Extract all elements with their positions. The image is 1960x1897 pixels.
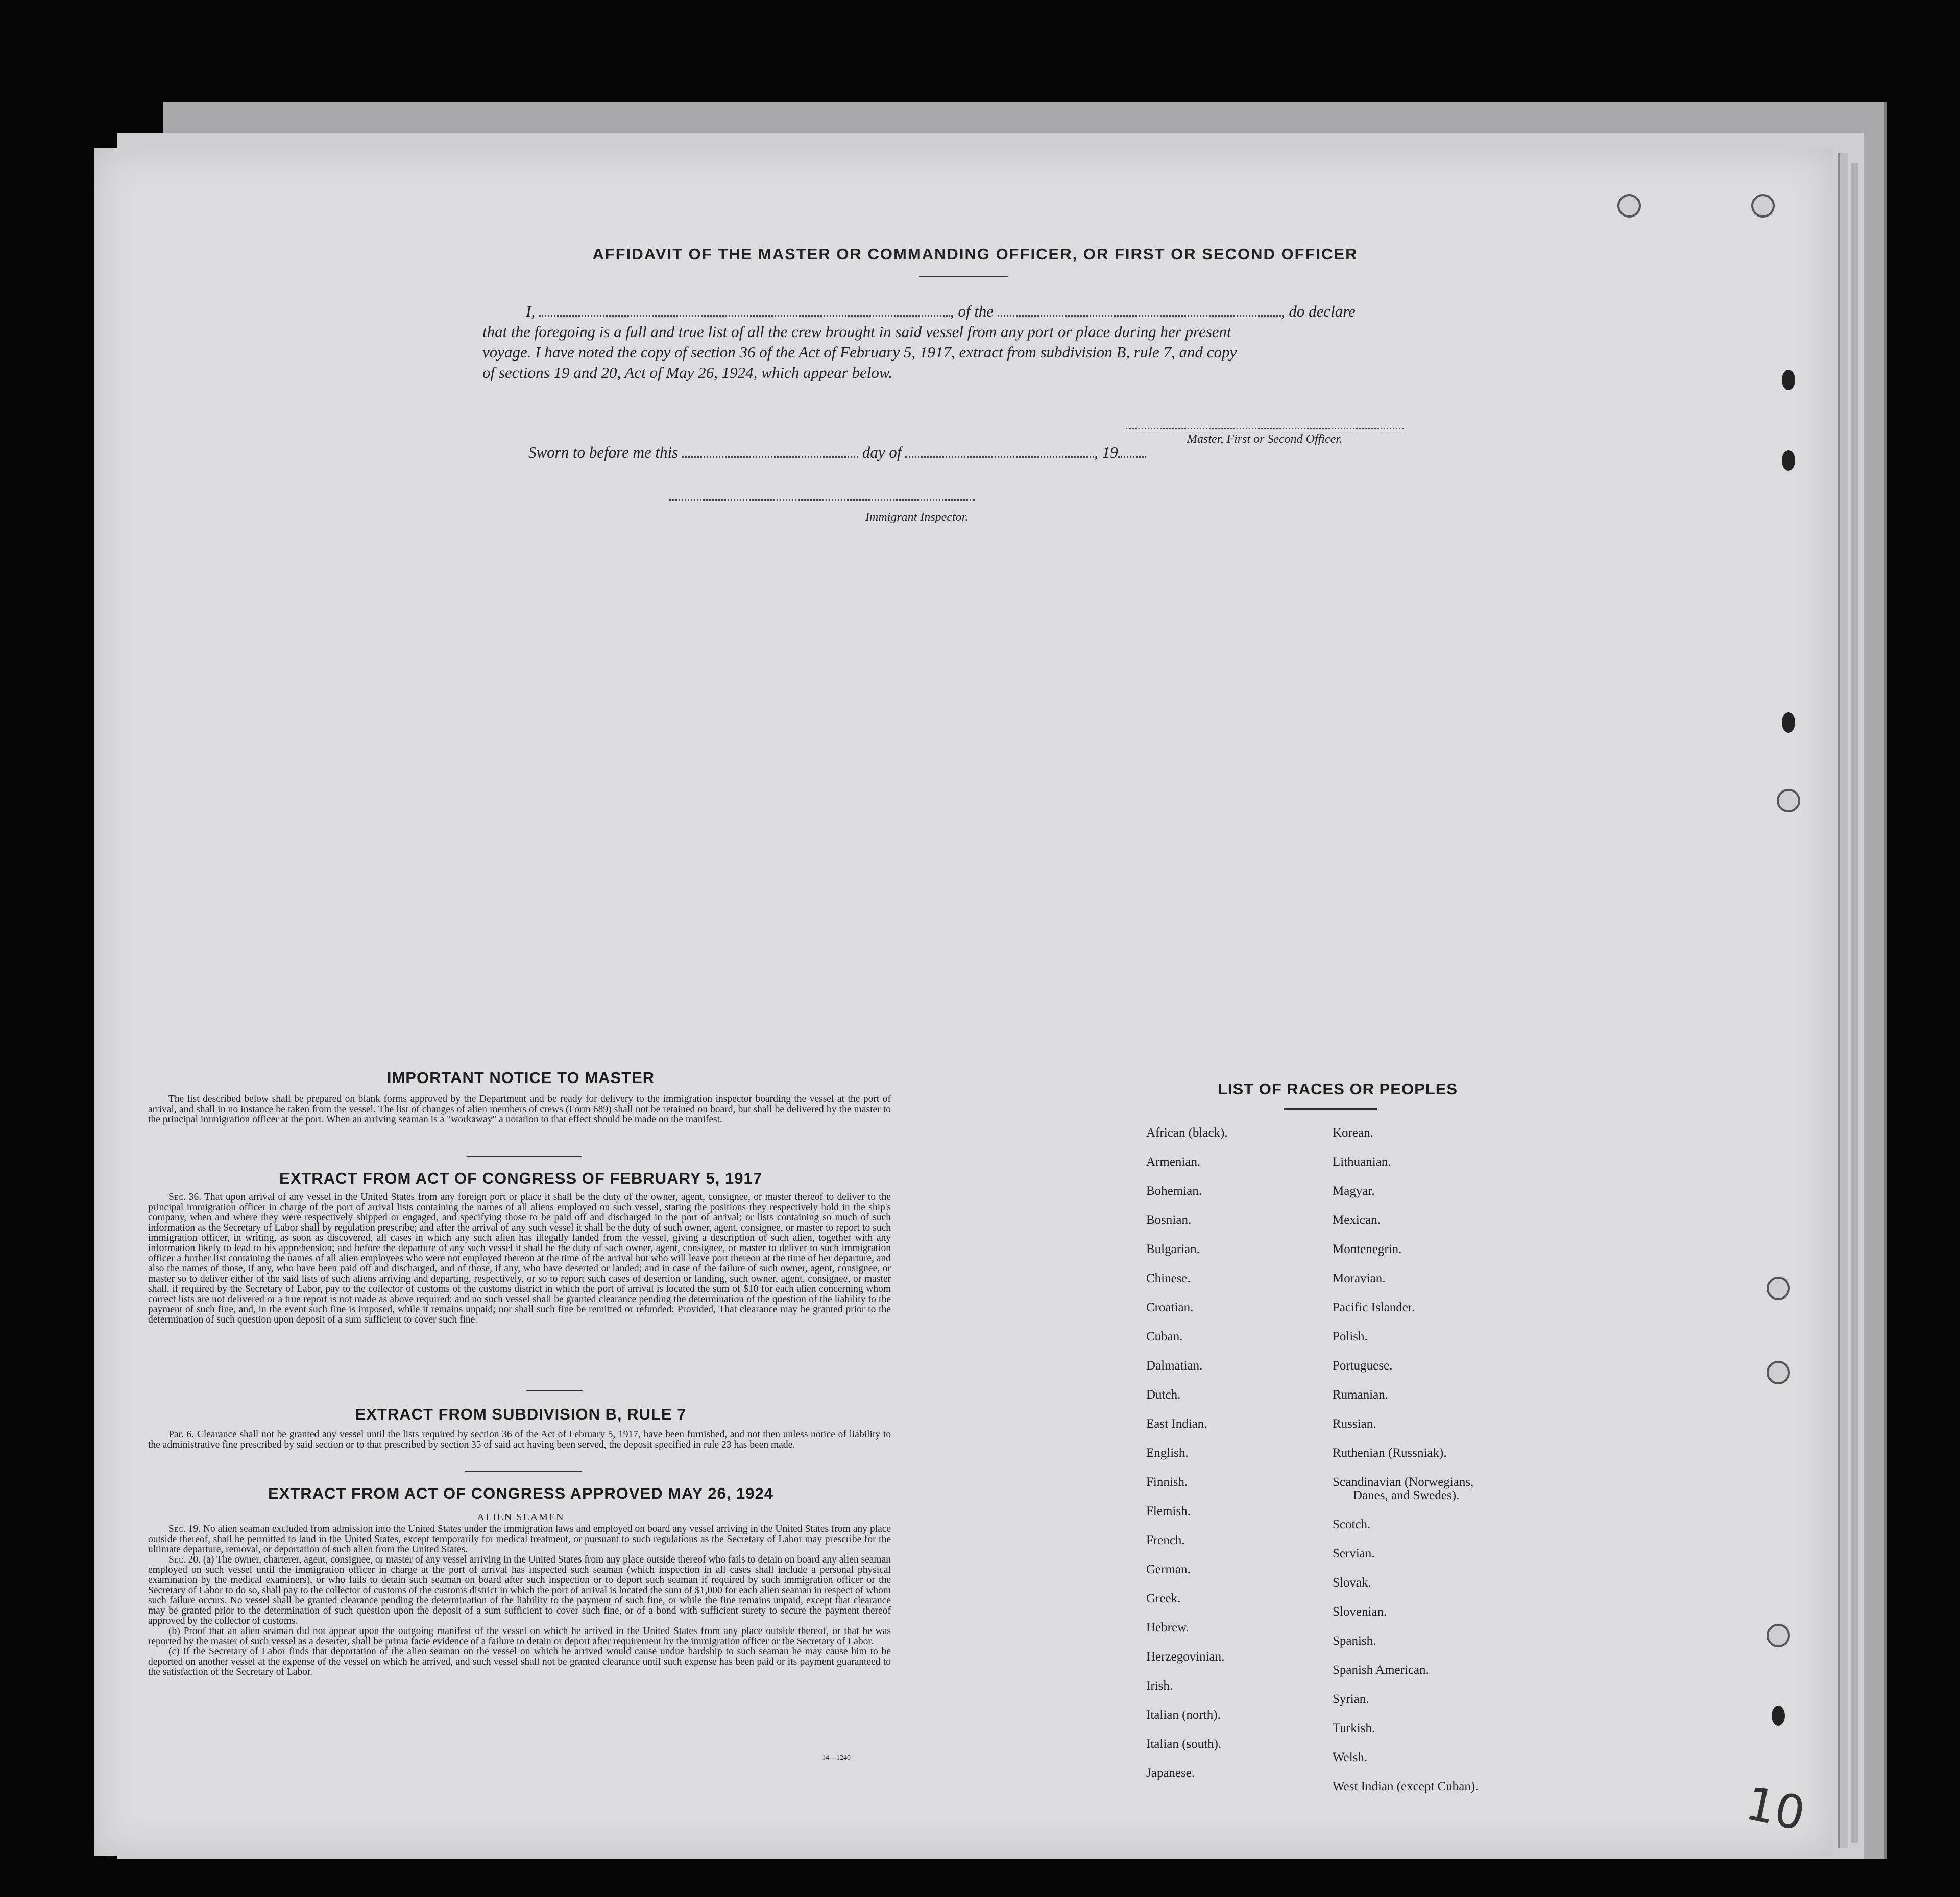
race-item: Korean.: [1333, 1126, 1373, 1140]
sworn-prefix: Sworn to before me this: [528, 443, 679, 461]
affidavit-title: AFFIDAVIT OF THE MASTER OR COMMANDING OFFICER, OR FIRST OR SECOND OFFICER: [592, 245, 1358, 263]
punch-hole: [1767, 1361, 1790, 1384]
affidavit-line-1: [482, 301, 1437, 322]
race-item: Italian (north).: [1146, 1708, 1221, 1722]
page-edge-2: [1851, 163, 1858, 1843]
sec-20b-text: (b) Proof that an alien seaman did not appear upon the outgoing manifest of the vessel on which he arrived in the United States from any place outside thereof, or that he was reported by the master of such vessel as a deserter, shall be prima facie evidence of a failure to detain or deport after requirement by the immigration officer or the Secretary of Labor.: [148, 1626, 891, 1647]
inspector-caption: Immigrant Inspector.: [865, 511, 969, 524]
race-item: Pacific Islander.: [1333, 1301, 1415, 1314]
race-item: Scotch.: [1333, 1518, 1371, 1531]
handwritten-mark: 10: [1741, 1776, 1810, 1841]
race-item: Welsh.: [1333, 1750, 1368, 1764]
race-item: Polish.: [1333, 1330, 1368, 1343]
notice-title: IMPORTANT NOTICE TO MASTER: [386, 1069, 655, 1087]
race-item: Dalmatian.: [1146, 1359, 1203, 1373]
race-item: Irish.: [1146, 1679, 1173, 1693]
race-item: Danes, and Swedes).: [1353, 1488, 1460, 1502]
binder-ring: [1782, 712, 1795, 733]
race-item: Croatian.: [1146, 1301, 1194, 1314]
race-item: Bohemian.: [1146, 1184, 1202, 1198]
race-item: Japanese.: [1146, 1766, 1195, 1780]
notice-paragraph: The list described below shall be prepared on blank forms approved by the Department and be ready for delivery to the immigration inspector boarding the vessel at the port of arrival, and shall in no instance be taken from the vessel. The list of changes of alien members of crews (Form 689) shall not be retained on board, but shall be delivered by the master to the principal immigration officer at the port. When an arriving seaman is a "workaway" a notation to that effect should be made on the manifest.: [148, 1094, 891, 1125]
sec-19-label: Sec. 19.: [168, 1524, 201, 1534]
rule7-title: EXTRACT FROM SUBDIVISION B, RULE 7: [355, 1405, 687, 1423]
race-item: Spanish American.: [1333, 1663, 1429, 1677]
punch-hole: [1751, 194, 1775, 218]
sworn-year-field[interactable]: [1118, 445, 1146, 458]
vessel-name-field[interactable]: [998, 304, 1281, 317]
race-item: English.: [1146, 1446, 1189, 1460]
sec-20a-text: (a) The owner, charterer, agent, consignee, or master of any vessel arriving in the United States from any place outside thereof who fails to detain on board any alien seaman employed on such vessel until the immigration officer in charge at the port of arrival has inspected such seaman (which inspection in all cases shall include a personal physical examination by the medical examiners), or who fails to detain such seaman on board after such inspection or to deport such seaman if required by such immigration officer or the Secretary of Labor to do so, shall pay to the collector of customs of the customs district in which the port of arrival is located the sum of $1,000 for each alien seaman in respect of whom such failure occurs. No vessel shall be granted clearance pending the determination of the liability to the payment of such fine, or while the fine remains unpaid, except that clearance may be granted prior to the determination of such question upon the deposit of a sum sufficient to cover such fine, or of a bond with sufficient surety to secure the payment thereof approved by the collector of customs.: [148, 1554, 891, 1626]
page-edge: [1838, 153, 1848, 1848]
form-number: 14—1240: [822, 1754, 851, 1762]
race-item: West Indian (except Cuban).: [1333, 1780, 1479, 1793]
race-item: Greek.: [1146, 1592, 1181, 1605]
punch-hole: [1617, 194, 1641, 218]
race-item: Italian (south).: [1146, 1737, 1222, 1751]
sec-36-label: Sec. 36.: [168, 1192, 202, 1203]
rule7-body: [148, 1430, 891, 1450]
title-rule: [919, 276, 1008, 277]
affidavit-text: [482, 301, 1437, 383]
affidavit-of-the: , of the: [950, 302, 994, 320]
race-item: Cuban.: [1146, 1330, 1183, 1343]
sworn-day-field[interactable]: [682, 445, 858, 458]
race-item: Armenian.: [1146, 1155, 1201, 1169]
race-item: French.: [1146, 1533, 1185, 1547]
race-item: Bosnian.: [1146, 1213, 1192, 1227]
sworn-year: , 19: [1094, 443, 1118, 461]
race-item: Rumanian.: [1333, 1388, 1389, 1402]
rule7-paragraph: Par. 6. Clearance shall not be granted any vessel until the lists required by section 36 of the Act of February 5, 1917, have been furnished, and not then unless notice of liability to the administrative fine prescribed by said section or to that prescribed by section 35 of said act having been served, the deposit specified in rule 23 has been made.: [148, 1429, 891, 1450]
race-item: African (black).: [1146, 1126, 1228, 1140]
race-item: Slovenian.: [1333, 1605, 1387, 1619]
race-item: Lithuanian.: [1333, 1155, 1391, 1169]
binder-ring: [1772, 1706, 1785, 1726]
race-item: Bulgarian.: [1146, 1242, 1200, 1256]
section-divider: [526, 1390, 583, 1391]
race-item: Montenegrin.: [1333, 1242, 1402, 1256]
sec-20c-text: (c) If the Secretary of Labor finds that deportation of the alien seaman on the vessel on which he arrived would cause undue hardship to such seaman he may cause him to be deported on another vessel at the expense of the vessel on which he arrived, and such vessel shall not be granted clearance until such expense has been paid or its payment guaranteed to the satisfaction of the Secretary of Labor.: [148, 1646, 891, 1677]
alien-seamen-subtitle: ALIEN SEAMEN: [477, 1511, 565, 1523]
race-item: Scandinavian (Norwegians,: [1333, 1475, 1474, 1489]
race-item: Portuguese.: [1333, 1359, 1393, 1373]
sec-20-label: Sec. 20.: [168, 1554, 201, 1565]
race-item: Russian.: [1333, 1417, 1376, 1431]
extract-1924-title: EXTRACT FROM ACT OF CONGRESS APPROVED MAY 26, 1924: [268, 1484, 773, 1502]
extract-1917-body: [148, 1192, 891, 1325]
sec-19-text: No alien seaman excluded from admission into the United States under the immigration laws and employed on board any vessel arriving in the United States from any place outside thereof, shall be permitted to land in the United States, except temporarily for medical treatment, or pursuant to such regulations as the Secretary of Labor may prescribe for the ultimate departure, removal, or deportation of such alien from the United States.: [148, 1524, 891, 1555]
race-item: Magyar.: [1333, 1184, 1375, 1198]
section-divider: [465, 1471, 582, 1472]
sworn-month-field[interactable]: [905, 445, 1094, 458]
races-title: LIST OF RACES OR PEOPLES: [1217, 1080, 1458, 1098]
race-item: Dutch.: [1146, 1388, 1181, 1402]
race-item: Ruthenian (Russniak).: [1333, 1446, 1447, 1460]
race-item: Spanish.: [1333, 1634, 1376, 1648]
race-item: Slovak.: [1333, 1576, 1371, 1590]
section-divider: [467, 1156, 582, 1157]
race-item: Chinese.: [1146, 1271, 1191, 1285]
race-item: Finnish.: [1146, 1475, 1188, 1489]
punch-hole: [1767, 1624, 1790, 1647]
race-item: Moravian.: [1333, 1271, 1386, 1285]
notice-body: [148, 1094, 891, 1125]
race-item: Syrian.: [1333, 1692, 1369, 1706]
races-title-rule: [1284, 1108, 1377, 1110]
master-name-field[interactable]: [539, 304, 950, 317]
race-item: Mexican.: [1333, 1213, 1381, 1227]
extract-1917-title: EXTRACT FROM ACT OF CONGRESS OF FEBRUARY 5, 1917: [279, 1169, 762, 1187]
inspector-signature-line[interactable]: [669, 499, 975, 501]
punch-hole: [1767, 1277, 1790, 1300]
affidavit-line-3: voyage. I have noted the copy of section 36 of the Act of February 5, 1917, extract from subdivision B, rule 7, and copy: [482, 343, 1237, 361]
race-item: Herzegovinian.: [1146, 1650, 1225, 1664]
master-signature-line[interactable]: [1126, 428, 1404, 429]
race-item: Hebrew.: [1146, 1621, 1189, 1635]
binder-ring: [1782, 370, 1795, 390]
punch-hole: [1777, 789, 1800, 812]
sworn-line: [528, 443, 1146, 462]
affidavit-declare: , do declare: [1280, 302, 1356, 320]
race-item: Turkish.: [1333, 1721, 1375, 1735]
affidavit-line-2: that the foregoing is a full and true list of all the crew brought in said vessel from any port or place during her present: [482, 323, 1231, 341]
extract-1924-body: [148, 1524, 891, 1677]
binder-ring: [1782, 450, 1795, 471]
race-item: German.: [1146, 1563, 1191, 1576]
affidavit-line-4: of sections 19 and 20, Act of May 26, 1924, which appear below.: [482, 364, 893, 381]
sworn-day-of: day of: [862, 443, 902, 461]
race-item: Servian.: [1333, 1547, 1375, 1560]
race-item: Flemish.: [1146, 1504, 1191, 1518]
master-caption: Master, First or Second Officer.: [1187, 433, 1342, 446]
sec-36-text: That upon arrival of any vessel in the United States from any foreign port or place it shall be the duty of the owner, agent, consignee, or master thereof to deliver to the principal immigration officer in charge of the port of arrival lists containing the names of all aliens employed on such vessel, stating the positions they respectively hold in the ship's company, when and where they were respectively shipped or engaged, and specifying those to be paid off and discharged in the port of arrival; or lists containing so much of such information as the Secretary of Labor shall by regulation prescribe; and after the arrival of any such vessel it shall be the duty of such owner, agent, consignee, or master to report to such immigration officer, in writing, as soon as discovered, all cases in which any such alien has illegally landed from the vessel, giving a description of such alien, together with any information likely to lead to his apprehension; and before the departure of any such vessel it shall be the duty of such owner, agent, consignee, or master to deliver to such immigration officer a further list containing the names of all alien employees who were not employed thereon at the time of the arrival but who will leave port thereon at the time of her departure, and also the names of those, if any, who have been paid off and discharged, and of those, if any, who have deserted or landed; and in case of the failure of such owner, agent, consignee, or master so to deliver either of the said lists of such aliens arriving and departing, respectively, or so to report such cases of desertion or landing, such owner, agent, consignee, or master shall, if required by the Secretary of Labor, pay to the collector of customs of the customs district in which the port of arrival is located the sum of $10 for each alien concerning whom correct lists are not delivered or a true report is not made as above required; and no such vessel shall be granted clearance pending the determination of the question of the liability to the payment of such fine, and, in the event such fine is imposed, while it remains unpaid; nor shall such fine be remitted or refunded: Provided, That clearance may be granted prior to the determination of such question upon deposit of a sum sufficient to cover such fine.: [148, 1192, 891, 1325]
affidavit-i: I,: [526, 302, 536, 320]
race-item: East Indian.: [1146, 1417, 1207, 1431]
